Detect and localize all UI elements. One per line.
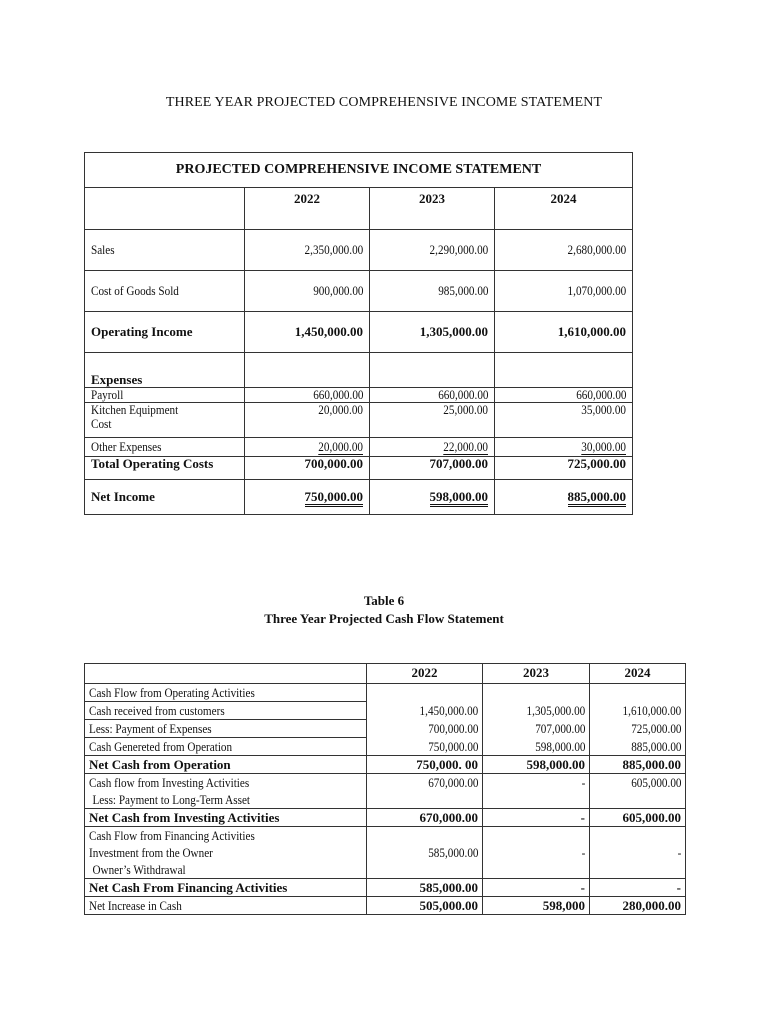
cell-value: 1,610,000.00	[622, 702, 681, 718]
cell-value: 660,000.00	[575, 387, 627, 402]
cell-value: 598,000.00	[534, 738, 585, 754]
document-title: THREE YEAR PROJECTED COMPREHENSIVE INCOME STATEMENT	[165, 95, 603, 110]
table-row	[85, 774, 686, 809]
cell-value: 20,000.00	[318, 402, 363, 417]
cell-value: 35,000.00	[581, 402, 627, 417]
row-label: Other Expenses	[91, 439, 162, 454]
row-label: Net Cash from Operation	[85, 756, 367, 774]
cell-value: 725,000.00	[630, 720, 681, 736]
cell-value: -	[483, 879, 590, 897]
table-row	[85, 809, 686, 827]
table-row	[85, 684, 686, 702]
cell-value: 605,000.00	[630, 775, 681, 790]
cell-value: 885,000.00	[568, 489, 627, 507]
table-row	[85, 271, 633, 312]
cell-value: 598,000.00	[483, 756, 590, 774]
table-row	[85, 388, 633, 403]
cell-value: -	[581, 845, 585, 860]
cell-value: 22,000.00	[443, 438, 488, 454]
cell-value: 900,000.00	[312, 283, 363, 298]
cell-value: 707,000.00	[534, 720, 585, 736]
cell-value: 660,000.00	[437, 387, 488, 402]
table-row	[85, 312, 633, 353]
cell-value: -	[483, 809, 590, 827]
table-row	[85, 457, 633, 480]
row-label: Less: Payment to Long-Term Asset	[92, 792, 251, 807]
cell-value: 20,000.00	[318, 438, 363, 454]
cell-value: 707,000.00	[370, 457, 495, 480]
cell-value: 700,000.00	[245, 457, 370, 480]
row-label: Sales	[91, 242, 115, 257]
table-row	[85, 827, 686, 879]
table-row	[85, 702, 686, 720]
table-row	[85, 720, 686, 738]
cell-value: 2,350,000.00	[304, 242, 363, 257]
cell-value: 750,000. 00	[367, 756, 483, 774]
table-row	[85, 438, 633, 457]
cell-value: 598,000	[483, 897, 590, 915]
row-label: Less: Payment of Expenses	[89, 721, 212, 736]
income-statement-table	[84, 152, 633, 515]
year-header: 2023	[483, 664, 590, 684]
row-label: Payroll	[91, 387, 124, 402]
row-label: Kitchen Equipment	[91, 402, 179, 417]
row-label: Net Income	[85, 480, 245, 515]
year-header: 2024	[590, 664, 686, 684]
cell-value: 1,070,000.00	[567, 283, 627, 298]
row-label: Cash flow from Investing Activities	[89, 775, 250, 790]
cell-value: -	[590, 879, 686, 897]
row-label: Investment from the Owner	[89, 845, 213, 860]
cell-value: 1,450,000.00	[245, 312, 370, 353]
row-label: Cash Genereted from Operation	[89, 739, 233, 754]
year-header-blank	[85, 188, 245, 230]
cell-value: 725,000.00	[495, 457, 633, 480]
year-header: 2024	[495, 188, 633, 230]
table-row	[85, 756, 686, 774]
cell-value: 1,610,000.00	[495, 312, 633, 353]
cell-value: 598,000.00	[430, 489, 489, 507]
expenses-heading: Expenses	[85, 353, 245, 388]
table-row	[85, 403, 633, 438]
row-label: Owner’s Withdrawal	[92, 862, 186, 877]
cell-value: 985,000.00	[437, 283, 488, 298]
cell-value: 885,000.00	[590, 756, 686, 774]
year-header: 2023	[370, 188, 495, 230]
cell-value: -	[581, 775, 585, 790]
table-row	[85, 897, 686, 915]
table-number: Table 6	[363, 593, 405, 608]
cash-flow-title: Three Year Projected Cash Flow Statement	[264, 611, 504, 626]
cell-value: 25,000.00	[443, 402, 488, 417]
cell-value: 585,000.00	[367, 879, 483, 897]
table-row	[85, 879, 686, 897]
row-label: Cash Flow from Financing Activities	[89, 828, 255, 843]
row-label: Net Increase in Cash	[89, 898, 182, 913]
cell-value: 1,450,000.00	[419, 702, 478, 718]
cell-value: -	[677, 845, 681, 860]
cell-value: 2,680,000.00	[567, 242, 627, 257]
cell-value: 750,000.00	[305, 489, 364, 507]
year-header: 2022	[367, 664, 483, 684]
year-header-blank	[85, 664, 367, 684]
table-row	[85, 738, 686, 756]
cell-value: 660,000.00	[312, 387, 363, 402]
row-label-continued: Cost	[91, 416, 112, 431]
income-table-header: PROJECTED COMPREHENSIVE INCOME STATEMENT	[85, 153, 633, 188]
row-label: Net Cash From Financing Activities	[85, 879, 367, 897]
table-row	[85, 230, 633, 271]
row-label: Cash received from customers	[89, 703, 225, 718]
cell-value: 505,000.00	[367, 897, 483, 915]
year-header: 2022	[245, 188, 370, 230]
cash-flow-table	[84, 663, 686, 915]
row-label: Cash Flow from Operating Activities	[89, 685, 255, 700]
cell-value: 1,305,000.00	[370, 312, 495, 353]
cell-value: 700,000.00	[427, 720, 478, 736]
row-label: Net Cash from Investing Activities	[85, 809, 367, 827]
table-row	[85, 480, 633, 515]
cell-value: 585,000.00	[427, 845, 478, 860]
row-label: Cost of Goods Sold	[91, 283, 179, 298]
cell-value: 750,000.00	[427, 738, 478, 754]
table-row	[85, 353, 633, 388]
cell-value: 30,000.00	[581, 438, 627, 454]
cell-value: 2,290,000.00	[429, 242, 488, 257]
cash-flow-caption	[0, 592, 768, 628]
cell-value: 670,000.00	[367, 809, 483, 827]
cell-value: 605,000.00	[590, 809, 686, 827]
row-label: Total Operating Costs	[85, 457, 245, 480]
cell-value: 885,000.00	[630, 738, 681, 754]
cell-value: 1,305,000.00	[526, 702, 585, 718]
cell-value: 280,000.00	[590, 897, 686, 915]
cell-value: 670,000.00	[427, 775, 478, 790]
row-label: Operating Income	[85, 312, 245, 353]
